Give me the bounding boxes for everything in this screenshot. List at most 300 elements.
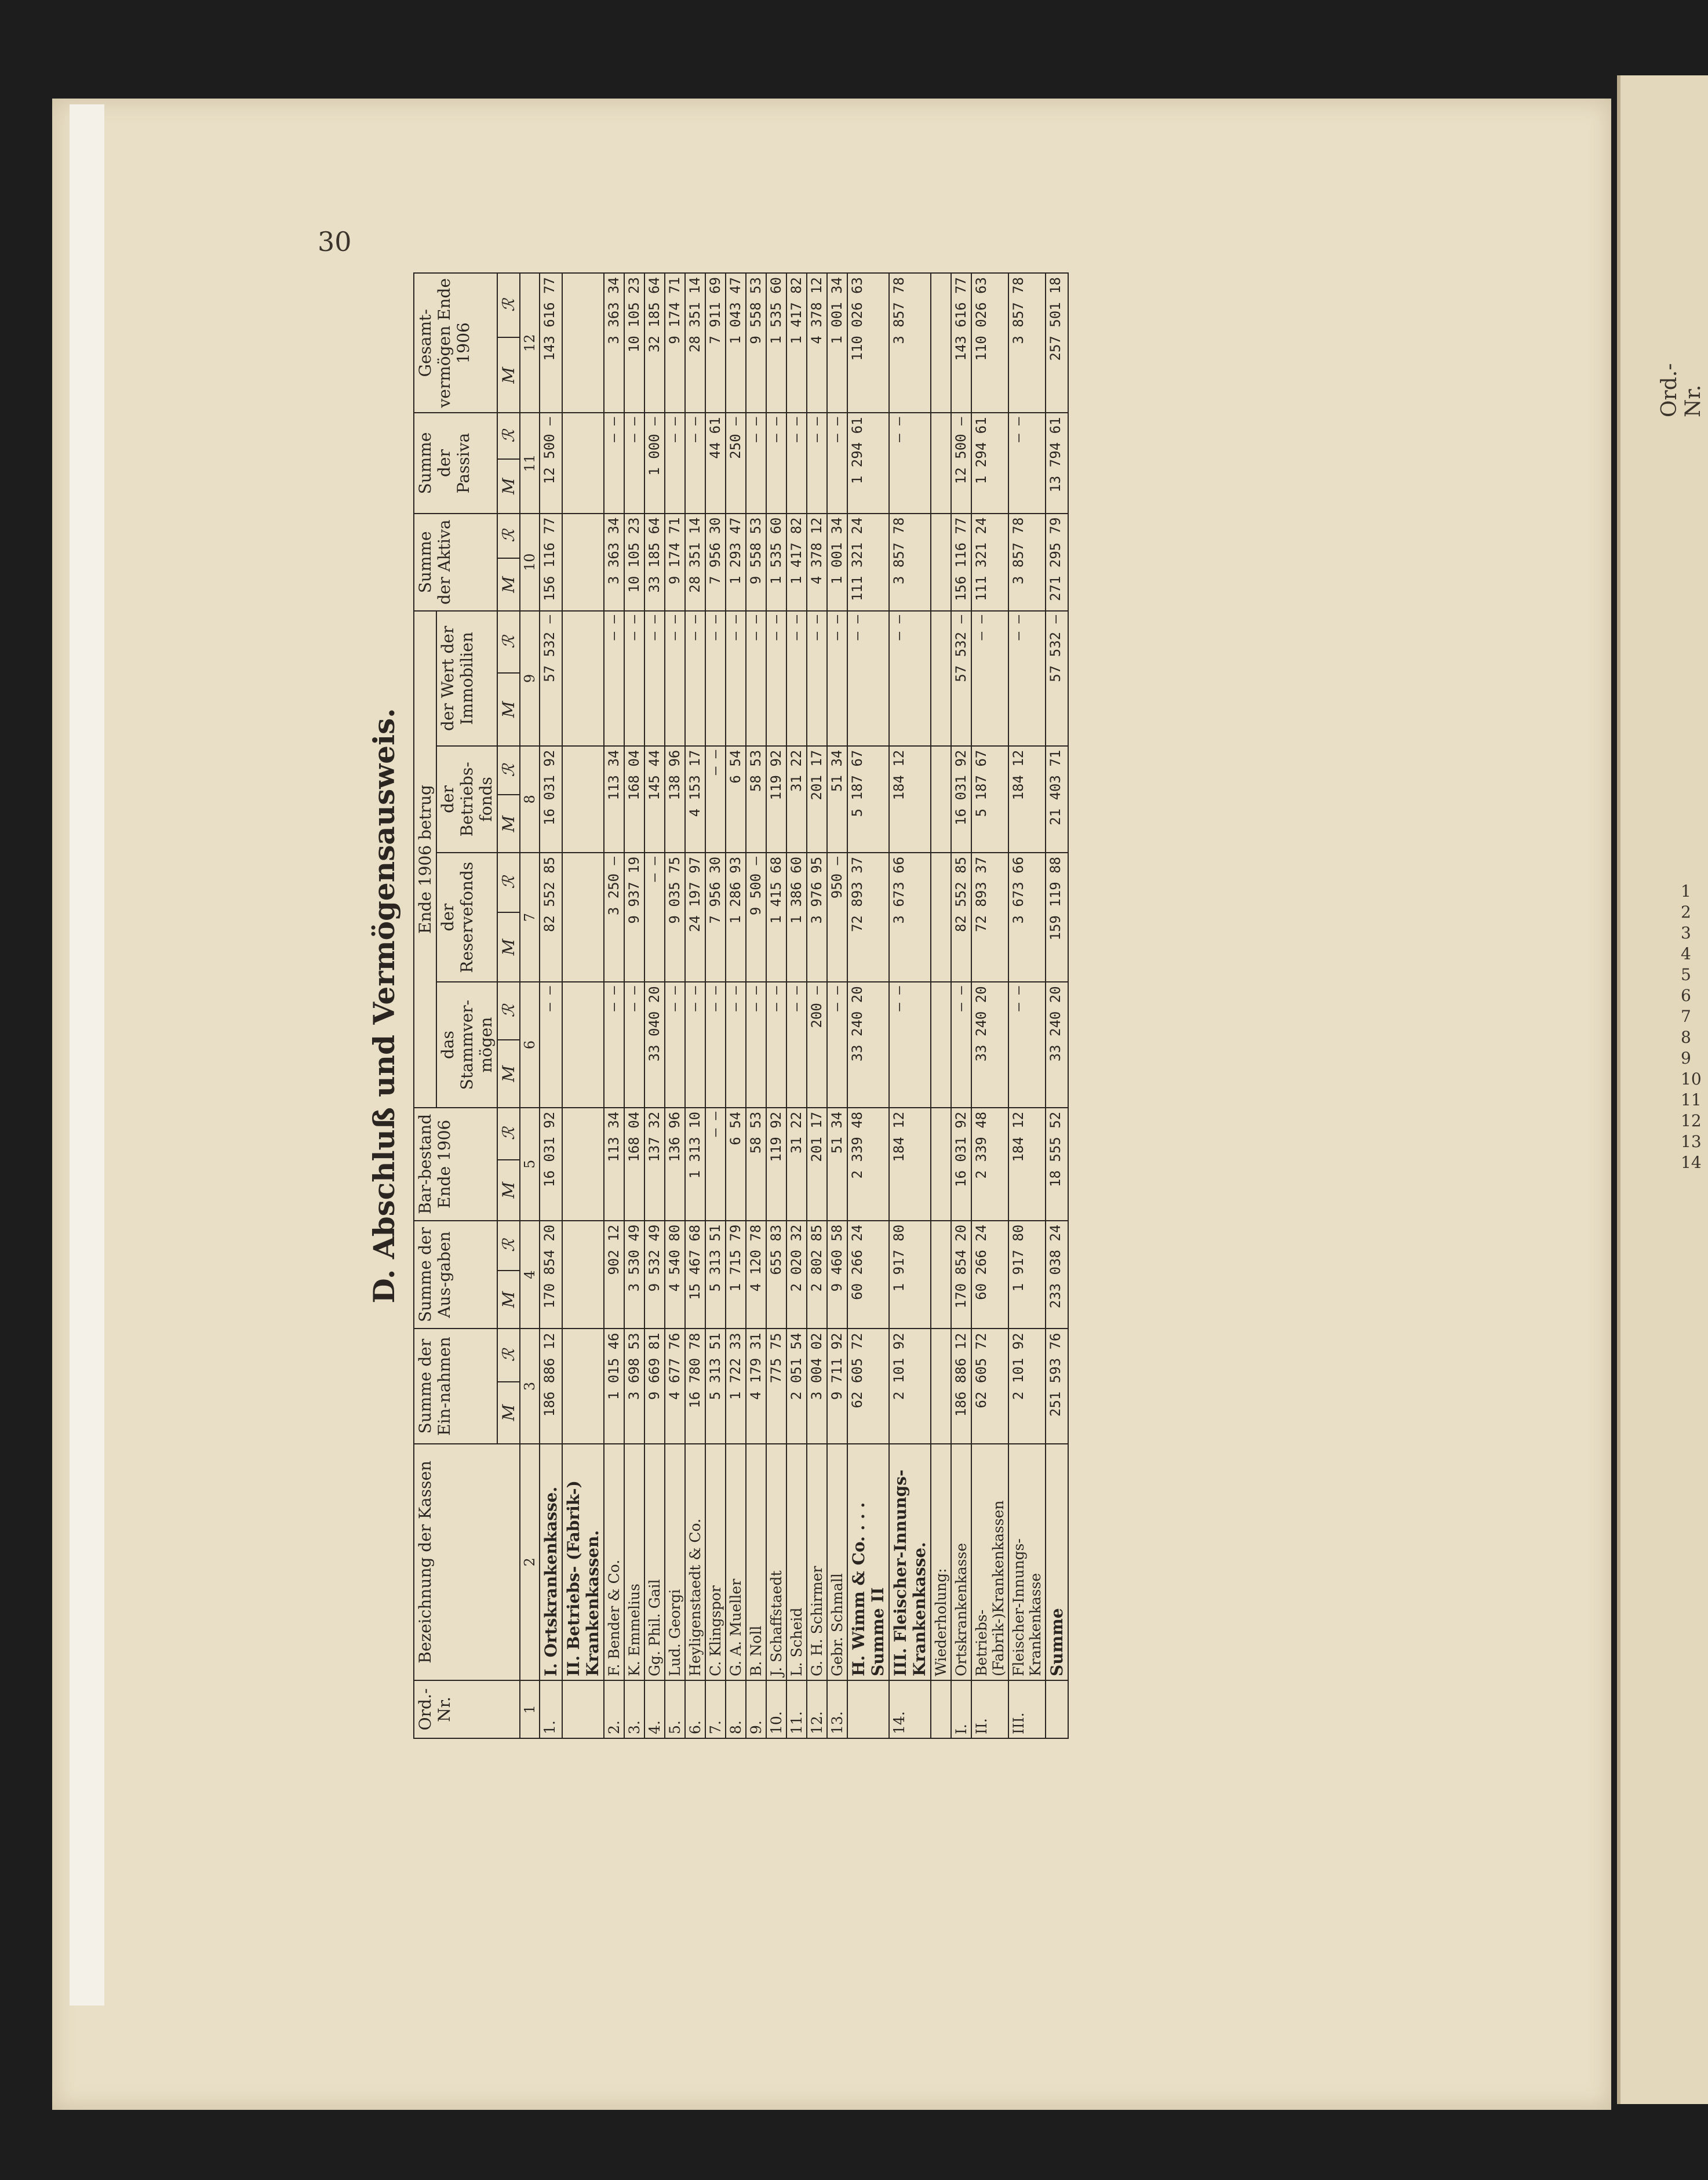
table-row [624,273,644,1738]
cell-bar: 136 96 [665,1108,685,1221]
cell-pas: — — [1008,413,1046,514]
table-row [562,273,604,1738]
facing-page-number: 10 [1681,1069,1702,1089]
cell-pas: — — [604,413,624,514]
cell-aus: 60 266 24 [847,1221,889,1329]
cell-pas [562,413,604,514]
column-number: 9 [520,611,540,746]
cell-pas: 13 794 61 [1046,413,1068,514]
unit-mark: M [497,558,520,611]
cell-ein: 4 179 31 [746,1329,766,1443]
cell-bar: 113 34 [604,1108,624,1221]
cell-pas: — — [889,413,931,514]
cell-ges: 28 351 14 [685,273,705,413]
cell-betr: 184 12 [1008,746,1046,853]
table-row [685,273,705,1738]
cell-betr: 31 22 [786,746,807,853]
header-immobilien: der Wert der Immobilien [436,611,497,746]
cell-ein [562,1329,604,1443]
row-label: III. Fleischer-Innungs-Krankenkasse. [889,1444,931,1680]
cell-ges: 32 185 64 [644,273,665,413]
cell-aus: 1 715 79 [726,1221,746,1329]
cell-imm: — — [971,611,1008,746]
cell-imm: — — [807,611,827,746]
row-label: C. Klingspor [705,1444,726,1680]
cell-pas: — — [665,413,685,514]
unit-mark: M [497,795,520,853]
table-row [1008,273,1046,1738]
header-row-1 [414,273,436,1738]
cell-ges: 110 026 63 [971,273,1008,413]
column-number: 6 [520,982,540,1108]
cell-res: 3 673 66 [1008,853,1046,982]
cell-akt: 271 295 79 [1046,514,1068,612]
cell-aus: 170 854 20 [540,1221,562,1329]
row-label: I. Ortskrankenkasse. [540,1444,562,1680]
cell-imm: 57 532 — [1046,611,1068,746]
facing-page-number: 12 [1681,1111,1702,1130]
row-number: 9. [746,1680,766,1738]
column-number-row [520,273,540,1738]
row-number [931,1680,951,1738]
table-row [827,273,847,1738]
unit-pfennig: ℛ [497,1329,520,1381]
cell-bar: 119 92 [766,1108,786,1221]
table-row [1046,273,1068,1738]
cell-bar: 6 54 [726,1108,746,1221]
cell-stamm: — — [540,982,562,1108]
cell-res: 950 — [827,853,847,982]
row-number: 7. [705,1680,726,1738]
cell-ein: 9 669 81 [644,1329,665,1443]
unit-mark: M [497,1271,520,1329]
cell-aus: 655 83 [766,1221,786,1329]
cell-ges: 1 001 34 [827,273,847,413]
cell-akt: 1 535 60 [766,514,786,612]
cell-betr: 138 96 [665,746,685,853]
cell-imm: — — [889,611,931,746]
row-label: Summe [1046,1444,1068,1680]
cell-stamm: — — [665,982,685,1108]
cell-bar: 2 339 48 [971,1108,1008,1221]
row-label: J. Schaffstaedt [766,1444,786,1680]
cell-aus: 233 038 24 [1046,1221,1068,1329]
cell-imm: — — [604,611,624,746]
cell-akt: 1 293 47 [726,514,746,612]
cell-bar: 16 031 92 [951,1108,971,1221]
table-row [951,273,971,1738]
cell-betr: 6 54 [726,746,746,853]
page-edge [70,104,104,2006]
cell-imm: — — [847,611,889,746]
cell-imm: — — [644,611,665,746]
unit-pfennig: ℛ [497,413,520,460]
header-aktiva: Summe der Aktiva [414,514,497,612]
cell-pas: 1 294 61 [847,413,889,514]
cell-akt: 3 363 34 [604,514,624,612]
cell-pas: 1 000 — [644,413,665,514]
cell-akt [931,514,951,612]
cell-pas: 12 500 — [951,413,971,514]
cell-ein: 2 101 92 [1008,1329,1046,1443]
row-number: 3. [624,1680,644,1738]
cell-bar: 1 313 10 [685,1108,705,1221]
facing-page-number: 11 [1681,1090,1702,1109]
cell-ein [931,1329,951,1443]
cell-bar: 184 12 [1008,1108,1046,1221]
cell-ges: 1 043 47 [726,273,746,413]
unit-mark: M [497,1160,520,1221]
column-number: 2 [520,1444,540,1680]
cell-betr: 113 34 [604,746,624,853]
cell-aus: 4 540 80 [665,1221,685,1329]
row-number: 5. [665,1680,685,1738]
row-number: 6. [685,1680,705,1738]
row-number [847,1680,889,1738]
cell-aus: 2 802 85 [807,1221,827,1329]
cell-imm [562,611,604,746]
cell-bar: 137 32 [644,1108,665,1221]
cell-betr [931,746,951,853]
cell-ein: 9 711 92 [827,1329,847,1443]
row-label: K. Emmelius [624,1444,644,1680]
unit-mark: M [497,1382,520,1444]
row-label: H. Wimm & Co. . . . Summe II [847,1444,889,1680]
cell-pas: — — [685,413,705,514]
header-ausgaben: Summe der Aus-gaben [414,1221,497,1329]
page-number: 30 [318,226,352,257]
cell-betr: — — [705,746,726,853]
cell-aus: 902 12 [604,1221,624,1329]
cell-imm: — — [1008,611,1046,746]
cell-betr: 16 031 92 [951,746,971,853]
cell-pas: — — [786,413,807,514]
cell-betr [562,746,604,853]
row-label: Ortskrankenkasse [951,1444,971,1680]
cell-akt: 111 321 24 [847,514,889,612]
row-label: F. Bender & Co. [604,1444,624,1680]
unit-pfennig: ℛ [497,611,520,673]
cell-res: 24 197 97 [685,853,705,982]
table-row [971,273,1008,1738]
cell-aus: 9 460 58 [827,1221,847,1329]
cell-res: 72 893 37 [847,853,889,982]
facing-page-number: 13 [1681,1132,1702,1151]
facing-page-numbers [1681,881,1702,1173]
cell-imm: — — [665,611,685,746]
table-row [807,273,827,1738]
cell-ges: 1 535 60 [766,273,786,413]
cell-pas: 44 61 [705,413,726,514]
cell-stamm: — — [827,982,847,1108]
cell-bar: 18 555 52 [1046,1108,1068,1221]
column-number: 5 [520,1108,540,1221]
header-ord-nr: Ord.-Nr. [414,1680,520,1738]
unit-mark: M [497,459,520,513]
unit-mark: M [497,337,520,413]
cell-ein: 4 677 76 [665,1329,685,1443]
cell-stamm: 200 — [807,982,827,1108]
row-number: I. [951,1680,971,1738]
cell-akt: 9 174 71 [665,514,685,612]
cell-aus: 170 854 20 [951,1221,971,1329]
column-number: 3 [520,1329,540,1443]
cell-imm: — — [786,611,807,746]
cell-betr: 119 92 [766,746,786,853]
cell-res [931,853,951,982]
cell-pas: — — [624,413,644,514]
cell-ges: 9 174 71 [665,273,685,413]
cell-res: 82 552 85 [951,853,971,982]
cell-stamm: — — [746,982,766,1108]
cell-akt: 156 116 77 [540,514,562,612]
table-row [540,273,562,1738]
cell-imm: 57 532 — [951,611,971,746]
cell-aus: 60 266 24 [971,1221,1008,1329]
cell-stamm: — — [624,982,644,1108]
cell-betr: 58 53 [746,746,766,853]
cell-res: 1 286 93 [726,853,746,982]
cell-akt: 3 857 78 [889,514,931,612]
table-row [665,273,685,1738]
row-number [1046,1680,1068,1738]
cell-imm: — — [685,611,705,746]
column-number: 10 [520,514,540,612]
cell-ein: 186 886 12 [540,1329,562,1443]
row-label: Lud. Georgi [665,1444,685,1680]
cell-ein: 62 605 72 [847,1329,889,1443]
header-passiva: Summe der Passiva [414,413,497,514]
facing-page-number: 4 [1681,944,1691,963]
table-body [540,273,1068,1738]
row-number: 1. [540,1680,562,1738]
cell-res: 9 035 75 [665,853,685,982]
row-number: 14. [889,1680,931,1738]
cell-stamm: — — [726,982,746,1108]
cell-ein: 775 75 [766,1329,786,1443]
cell-res: 3 673 66 [889,853,931,982]
cell-res: 159 119 88 [1046,853,1068,982]
asset-table [413,272,1069,1739]
cell-ges: 143 616 77 [540,273,562,413]
cell-ges: 257 501 18 [1046,273,1068,413]
table-row [705,273,726,1738]
facing-page-number: 5 [1681,965,1691,984]
cell-aus: 4 120 78 [746,1221,766,1329]
cell-pas: 1 294 61 [971,413,1008,514]
cell-aus [562,1221,604,1329]
cell-aus: 3 530 49 [624,1221,644,1329]
column-number: 12 [520,273,540,413]
cell-stamm: — — [786,982,807,1108]
cell-bar: 2 339 48 [847,1108,889,1221]
row-number: 2. [604,1680,624,1738]
cell-betr: 168 04 [624,746,644,853]
cell-bar: 184 12 [889,1108,931,1221]
cell-aus: 1 917 80 [1008,1221,1046,1329]
facing-page-number: 7 [1681,1007,1691,1026]
cell-bar: 201 17 [807,1108,827,1221]
cell-stamm: — — [766,982,786,1108]
cell-ges: 3 363 34 [604,273,624,413]
unit-pfennig: ℛ [497,746,520,795]
cell-stamm: 33 040 20 [644,982,665,1108]
cell-stamm: 33 240 20 [1046,982,1068,1108]
row-number [562,1680,604,1738]
cell-akt: 1 417 82 [786,514,807,612]
row-number: 13. [827,1680,847,1738]
cell-ein: 3 698 53 [624,1329,644,1443]
cell-akt: 1 001 34 [827,514,847,612]
cell-pas [931,413,951,514]
cell-pas: 250 — [726,413,746,514]
header-ende-betrug: Ende 1906 betrug [414,611,436,1108]
cell-ges: 143 616 77 [951,273,971,413]
cell-akt: 9 558 53 [746,514,766,612]
row-label: Gebr. Schmall [827,1444,847,1680]
cell-aus: 2 020 32 [786,1221,807,1329]
row-label: Gg. Phil. Gail [644,1444,665,1680]
rotated-table-block [355,272,1601,1739]
cell-res: 72 893 37 [971,853,1008,982]
cell-ein: 2 051 54 [786,1329,807,1443]
cell-aus: 5 313 51 [705,1221,726,1329]
row-label: Betriebs-(Fabrik-)Krankenkassen [971,1444,1008,1680]
facing-page-number: 1 [1681,882,1691,901]
cell-akt: 33 185 64 [644,514,665,612]
cell-stamm: — — [685,982,705,1108]
cell-bar: 16 031 92 [540,1108,562,1221]
cell-aus: 9 532 49 [644,1221,665,1329]
cell-betr: 145 44 [644,746,665,853]
table-row [766,273,786,1738]
cell-stamm [931,982,951,1108]
cell-akt [562,514,604,612]
cell-stamm: — — [604,982,624,1108]
facing-page-label: Ord.-Nr. [1658,363,1705,417]
row-number: III. [1008,1680,1046,1738]
row-number: 8. [726,1680,746,1738]
cell-ges: 3 857 78 [889,273,931,413]
header-bezeichnung: Bezeichnung der Kassen [414,1444,520,1680]
row-label: B. Noll [746,1444,766,1680]
row-label: G. A. Mueller [726,1444,746,1680]
facing-page-number: 9 [1681,1049,1691,1068]
cell-betr: 5 187 67 [847,746,889,853]
facing-page-number: 14 [1681,1153,1702,1172]
cell-res: 82 552 85 [540,853,562,982]
cell-stamm: — — [951,982,971,1108]
cell-res: 7 956 30 [705,853,726,982]
cell-akt: 10 105 23 [624,514,644,612]
cell-imm: — — [827,611,847,746]
cell-stamm: — — [889,982,931,1108]
column-number: 4 [520,1221,540,1329]
cell-pas: — — [827,413,847,514]
cell-aus: 15 467 68 [685,1221,705,1329]
header-gesamt: Gesamt-vermögen Ende 1906 [414,273,497,413]
cell-betr: 16 031 92 [540,746,562,853]
cell-akt: 7 956 30 [705,514,726,612]
cell-ges [562,273,604,413]
table-row [604,273,624,1738]
cell-ges: 110 026 63 [847,273,889,413]
cell-akt: 3 857 78 [1008,514,1046,612]
cell-akt: 28 351 14 [685,514,705,612]
row-label: G. H. Schirmer [807,1444,827,1680]
row-label: Fleischer-Innungs-Krankenkasse [1008,1444,1046,1680]
cell-res: 1 415 68 [766,853,786,982]
unit-mark: M [497,1040,520,1108]
cell-stamm: — — [705,982,726,1108]
table-row [726,273,746,1738]
row-number: 10. [766,1680,786,1738]
cell-imm: — — [746,611,766,746]
column-number: 1 [520,1680,540,1738]
cell-stamm: 33 240 20 [971,982,1008,1108]
cell-imm: — — [766,611,786,746]
cell-bar: 51 34 [827,1108,847,1221]
cell-pas: — — [807,413,827,514]
unit-pfennig: ℛ [497,273,520,337]
table-row [931,273,951,1738]
cell-akt: 156 116 77 [951,514,971,612]
cell-ein: 1 722 33 [726,1329,746,1443]
cell-ges: 10 105 23 [624,273,644,413]
row-label: Heyligenstaedt & Co. [685,1444,705,1680]
cell-ein: 251 593 76 [1046,1329,1068,1443]
cell-betr: 4 153 17 [685,746,705,853]
unit-pfennig: ℛ [497,982,520,1040]
cell-imm: — — [726,611,746,746]
table-row [847,273,889,1738]
cell-betr: 21 403 71 [1046,746,1068,853]
header-barbestand: Bar-bestand Ende 1906 [414,1108,497,1221]
cell-stamm: 33 240 20 [847,982,889,1108]
table-row [746,273,766,1738]
facing-page-number: 3 [1681,923,1691,942]
row-number: 11. [786,1680,807,1738]
unit-pfennig: ℛ [497,1108,520,1160]
cell-ein: 3 004 02 [807,1329,827,1443]
cell-res: 3 976 95 [807,853,827,982]
header-betriebsfonds: der Betriebs-fonds [436,746,497,853]
cell-stamm [562,982,604,1108]
table-row [889,273,931,1738]
cell-betr: 5 187 67 [971,746,1008,853]
cell-pas: — — [766,413,786,514]
cell-res: — — [644,853,665,982]
cell-betr: 184 12 [889,746,931,853]
cell-ges: 3 857 78 [1008,273,1046,413]
column-number: 8 [520,746,540,853]
cell-ein: 2 101 92 [889,1329,931,1443]
cell-bar: 31 22 [786,1108,807,1221]
row-number: 4. [644,1680,665,1738]
row-label: Wiederholung: [931,1444,951,1680]
cell-res: 9 500 — [746,853,766,982]
cell-res: 1 386 60 [786,853,807,982]
cell-ges: 4 378 12 [807,273,827,413]
cell-ein: 62 605 72 [971,1329,1008,1443]
cell-ges: 7 911 69 [705,273,726,413]
unit-pfennig: ℛ [497,1221,520,1271]
table-row [644,273,665,1738]
row-label: L. Scheid [786,1444,807,1680]
row-number: II. [971,1680,1008,1738]
unit-pfennig: ℛ [497,514,520,559]
column-number: 11 [520,413,540,514]
